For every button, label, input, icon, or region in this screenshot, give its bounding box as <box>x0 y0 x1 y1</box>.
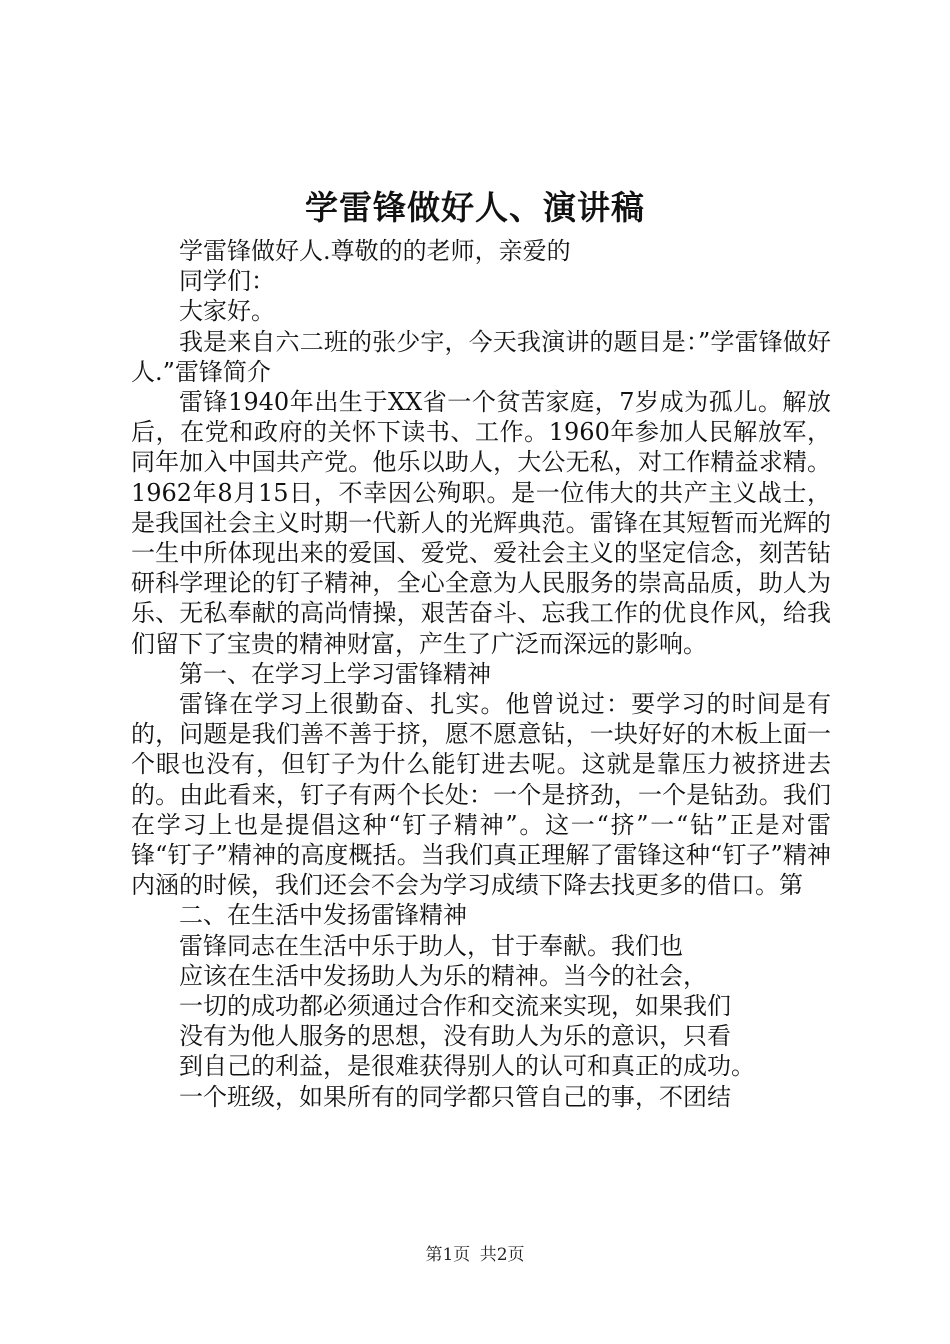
paragraph-life-line: 一切的成功都必须通过合作和交流来实现，如果我们 <box>179 992 731 1021</box>
paragraph-intro: 我是来自六二班的张少宇，今天我演讲的题目是：”学雷锋做好人.”雷锋简介 <box>131 327 831 386</box>
section-heading-life: 二、在生活中发扬雷锋精神 <box>179 901 467 930</box>
document-title: 学雷锋做好人、演讲稿 <box>305 188 645 227</box>
page-number: 第1页 <box>425 1245 471 1265</box>
page-total: 共2页 <box>479 1245 525 1265</box>
document-body <box>131 236 831 1112</box>
page-footer <box>0 1243 950 1267</box>
paragraph-greeting: 学雷锋做好人.尊敬的的老师，亲爱的 <box>179 237 571 265</box>
paragraph-study: 雷锋在学习上很勤奋、扎实。他曾说过：要学习的时间是有的，问题是我们善不善于挤，愿不愿意钻，一块好好的木板上面一个眼也没有，但钉子为什么能钉进去呢。这就是靠压力被挤进去的。由此看来，钉子有两个长处：一个是挤劲，一个是钻劲。我们在学习上也是提倡这种“钉子精神”。这一“挤”一“钻”正是对雷锋“钉子”精神的高度概括。当我们真正理解了雷锋这种“钉子”精神内涵的时候，我们还会不会为学习成绩下降去找更多的借口。第 <box>131 690 831 900</box>
paragraph-hello: 大家好。 <box>179 297 275 326</box>
paragraph-life-line: 雷锋同志在生活中乐于助人，甘于奉献。我们也 <box>179 931 683 960</box>
paragraph-life-line: 没有为他人服务的思想，没有助人为乐的意识，只看 <box>179 1022 731 1051</box>
paragraph-classmates: 同学们： <box>179 267 275 296</box>
section-heading-study: 第一、在学习上学习雷锋精神 <box>179 659 491 688</box>
paragraph-life-line: 到自己的利益，是很难获得别人的认可和真正的成功。 <box>179 1052 755 1081</box>
paragraph-life-line: 一个班级，如果所有的同学都只管自己的事，不团结 <box>179 1082 731 1111</box>
paragraph-life-line: 应该在生活中发扬助人为乐的精神。当今的社会， <box>179 961 707 990</box>
paragraph-biography: 雷锋1940年出生于XX省一个贫苦家庭，7岁成为孤儿。解放后，在党和政府的关怀下读书、工作。1960年参加人民解放军，同年加入中国共产党。他乐以助人，大公无私，对工作精益求精。1962年8月15日，不幸因公殉职。是一位伟大的共产主义战士，是我国社会主义时期一代新人的光辉典范。雷锋在其短暂而光辉的一生中所体现出来的爱国、爱党、爱社会主义的坚定信念，刻苦钻研科学理论的钉子精神，全心全意为人民服务的崇高品质，助人为乐、无私奉献的高尚情操，艰苦奋斗、忘我工作的优良作风，给我们留下了宝贵的精神财富，产生了广泛而深远的影响。 <box>131 388 831 658</box>
